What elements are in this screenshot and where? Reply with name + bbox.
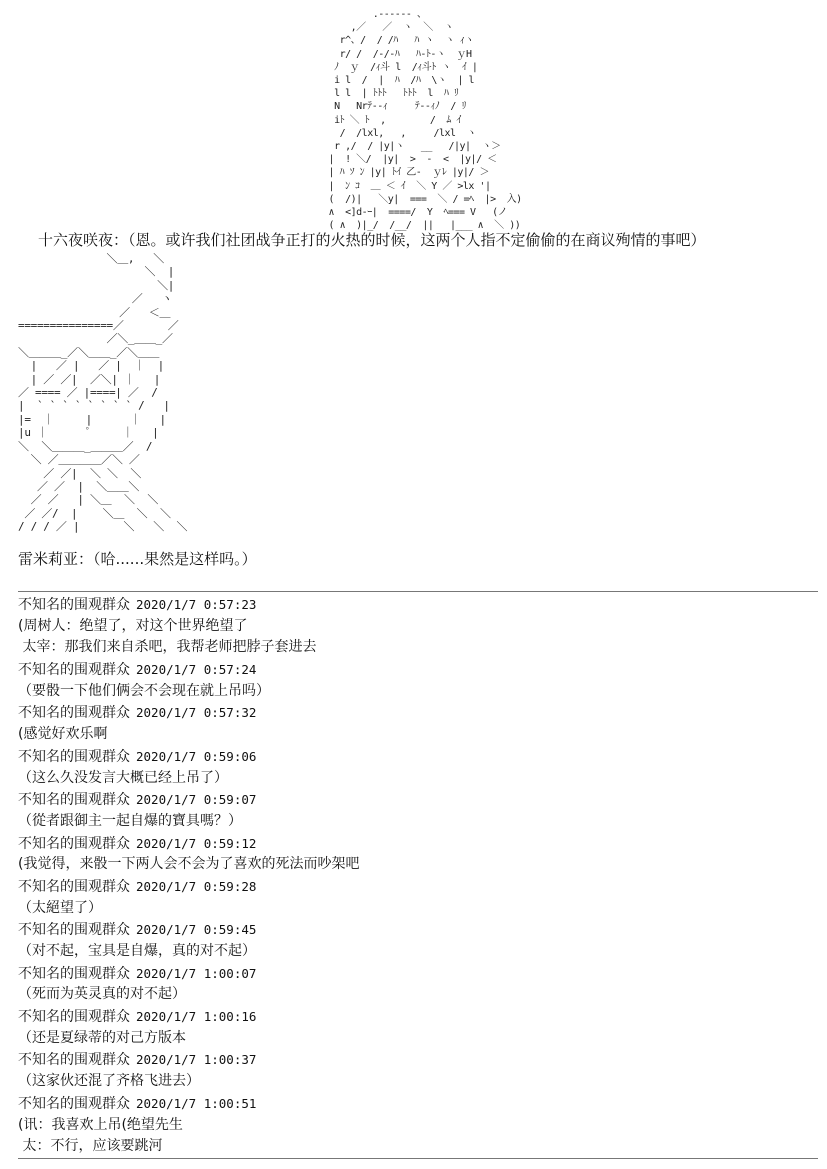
comment-timestamp: 2020/1/7 0:57:23 xyxy=(136,597,257,612)
comment-timestamp: 2020/1/7 0:59:07 xyxy=(136,792,257,808)
comment-text: （要骰一下他们俩会不会现在就上吊吗） xyxy=(18,682,270,699)
comment-header xyxy=(18,746,818,768)
comment-header xyxy=(18,1006,818,1028)
comment-header xyxy=(18,1093,818,1115)
comment-text: 太宰：那我们来自杀吧，我帮老师把脖子套进去 xyxy=(18,639,317,656)
comment-text: （太絕望了） xyxy=(18,899,102,916)
comment-header xyxy=(18,1049,818,1071)
comment-timestamp: 2020/1/7 1:00:37 xyxy=(136,1052,257,1068)
comment-author: 不知名的围观群众 xyxy=(18,792,130,809)
comment-author: 不知名的围观群众 xyxy=(18,878,130,895)
comment-text: （这家伙还混了齐格飞进去） xyxy=(18,1073,200,1090)
comment-item xyxy=(18,876,818,919)
comment-item xyxy=(18,1093,818,1158)
comment-header xyxy=(18,963,818,985)
comment-item xyxy=(18,659,818,702)
comment-author: 不知名的围观群众 xyxy=(18,597,130,613)
comment-text: (感觉好欢乐啊 xyxy=(18,726,108,743)
comment-text: 太：不行，应该要跳河 xyxy=(18,1138,163,1155)
comment-item xyxy=(18,702,818,745)
comment-header xyxy=(18,789,818,811)
comment-timestamp: 2020/1/7 0:59:12 xyxy=(136,835,257,851)
comment-timestamp: 2020/1/7 0:57:24 xyxy=(136,662,257,678)
comment-header xyxy=(18,833,818,855)
comment-author: 不知名的围观群众 xyxy=(18,965,130,982)
comment-timestamp: 2020/1/7 1:00:07 xyxy=(136,965,257,981)
comment-text: (周树人：绝望了，对这个世界绝望了 xyxy=(18,617,248,634)
comment-author: 不知名的围观群众 xyxy=(18,1052,130,1069)
comment-item xyxy=(18,789,818,832)
ascii-art-izayoi-sakuya: .-‐‐‐‐- 、 ,／ ／ ヽ ＼ ヽ r^、/ / /ﾊ ﾊ ヽ ヽ ｨヽ r/ / /‐/‐ﾊ ﾊ‐ﾄ‐ヽ ｙH ﾉ ｙ /ｨ斗 l /ｨ斗ﾄ ヽ ｲ | i l / | ﾊ /ﾊ \ヽ | l l l | ﾄﾄﾄ ﾄﾄﾄ l ﾊ ﾘ N Nrﾃ--ｨ ﾃ--ｨﾉ / ﾘ iﾄ ＼ ﾄ , / ﾑ ｲ / /lxl, , /lxl ヽ r ,/ / |y|ヽ __ /|y| ヽ＞ | ! ＼/ |y| > ‐ < |y|/ ＜ | ﾊ ｿ ﾝ |y| ﾄｲ 乙- ｙﾚ |y|/ ＞ | ﾝ ｺ ＿ ＜ ｲ ＼ Y ／ >lx '| ( /)| ＼y| === ＼ / =ﾍ |> 入) ∧ <]d-ｰ| ====/ Y ﾍ=== V (ノ ( ∧ )|_/ /__/ || |___ ∧ ＼ )) xyxy=(328,9,522,232)
divider xyxy=(18,1158,818,1159)
comment-item xyxy=(18,594,818,659)
comment-timestamp: 2020/1/7 1:00:16 xyxy=(136,1009,257,1025)
comment-timestamp: 2020/1/7 0:59:06 xyxy=(136,748,257,764)
comment-header xyxy=(18,702,818,724)
dialogue-sakuya: 十六夜咲夜：（恩。或许我们社团战争正打的火热的时候，这两个人指不定偷偷的在商议殉情的事吧） xyxy=(38,231,706,249)
comment-timestamp: 2020/1/7 1:00:51 xyxy=(136,1095,257,1111)
comment-text: （死而为英灵真的对不起） xyxy=(18,986,186,1003)
comment-item xyxy=(18,1006,818,1049)
comment-author: 不知名的围观群众 xyxy=(18,835,130,852)
comment-text: （还是夏绿蒂的对己方版本 xyxy=(18,1029,186,1046)
comment-header xyxy=(18,594,818,616)
comment-item xyxy=(18,833,818,876)
comment-author: 不知名的围观群众 xyxy=(18,748,130,765)
comment-timestamp: 2020/1/7 0:59:45 xyxy=(136,922,257,938)
comment-item xyxy=(18,919,818,962)
comment-author: 不知名的围观群众 xyxy=(18,1009,130,1026)
dialogue-remilia: 雷米莉亚：（哈......果然是这样吗。） xyxy=(18,550,257,568)
comment-timestamp: 2020/1/7 0:57:32 xyxy=(136,705,257,721)
comment-author: 不知名的围观群众 xyxy=(18,662,130,679)
comment-text: （对不起，宝具是自爆，真的对不起） xyxy=(18,943,256,959)
comment-item xyxy=(18,746,818,789)
comment-text: (我觉得，来骰一下两人会不会为了喜欢的死法而吵架吧 xyxy=(18,856,360,873)
comment-item xyxy=(18,1049,818,1092)
ascii-art-remilia: ＼＿, ＼ ＼ | ＼| ／ ヽ ／ ＜＿ ===============／ ／ ／＼_＿＿_／ ＼＿＿＿_／＼＿＿_／＼＿＿ | ／ | ／ | ｜ | | ／ ／| ／＼| ｜ | ／ ==== ／ |====| ／ / | ` ` ` ` ` ` ` ` / | |= ｜ | ｜ | |u ｜ ﾟ ｜ | ＼ ＼＿＿＿_＿＿＿／ / ＼ ／＿＿＿＿／＼ ／ ／ ／| ＼ ＼ ＼ ／ ／ | ＼＿＿＼ ／ ／ | ＼＿ ＼ ＼ ／ ／/ | ＼＿ ＼ ＼ / / / ／ | ＼ ＼ ＼ xyxy=(18,252,188,534)
comment-item xyxy=(18,963,818,1006)
comment-text: (讯：我喜欢上吊(绝望先生 xyxy=(18,1116,183,1133)
comment-text: （这么久没发言大概已经上吊了） xyxy=(18,769,228,786)
comment-text: （從者跟御主一起自爆的寶具嗎？） xyxy=(18,812,242,829)
divider xyxy=(18,591,818,592)
comment-author: 不知名的围观群众 xyxy=(18,705,130,722)
comment-author: 不知名的围观群众 xyxy=(18,1095,130,1112)
comment-header xyxy=(18,659,818,681)
comment-list xyxy=(18,594,818,1158)
comment-timestamp: 2020/1/7 0:59:28 xyxy=(136,878,257,894)
comment-header xyxy=(18,919,818,941)
comment-header xyxy=(18,876,818,898)
comment-author: 不知名的围观群众 xyxy=(18,922,130,939)
